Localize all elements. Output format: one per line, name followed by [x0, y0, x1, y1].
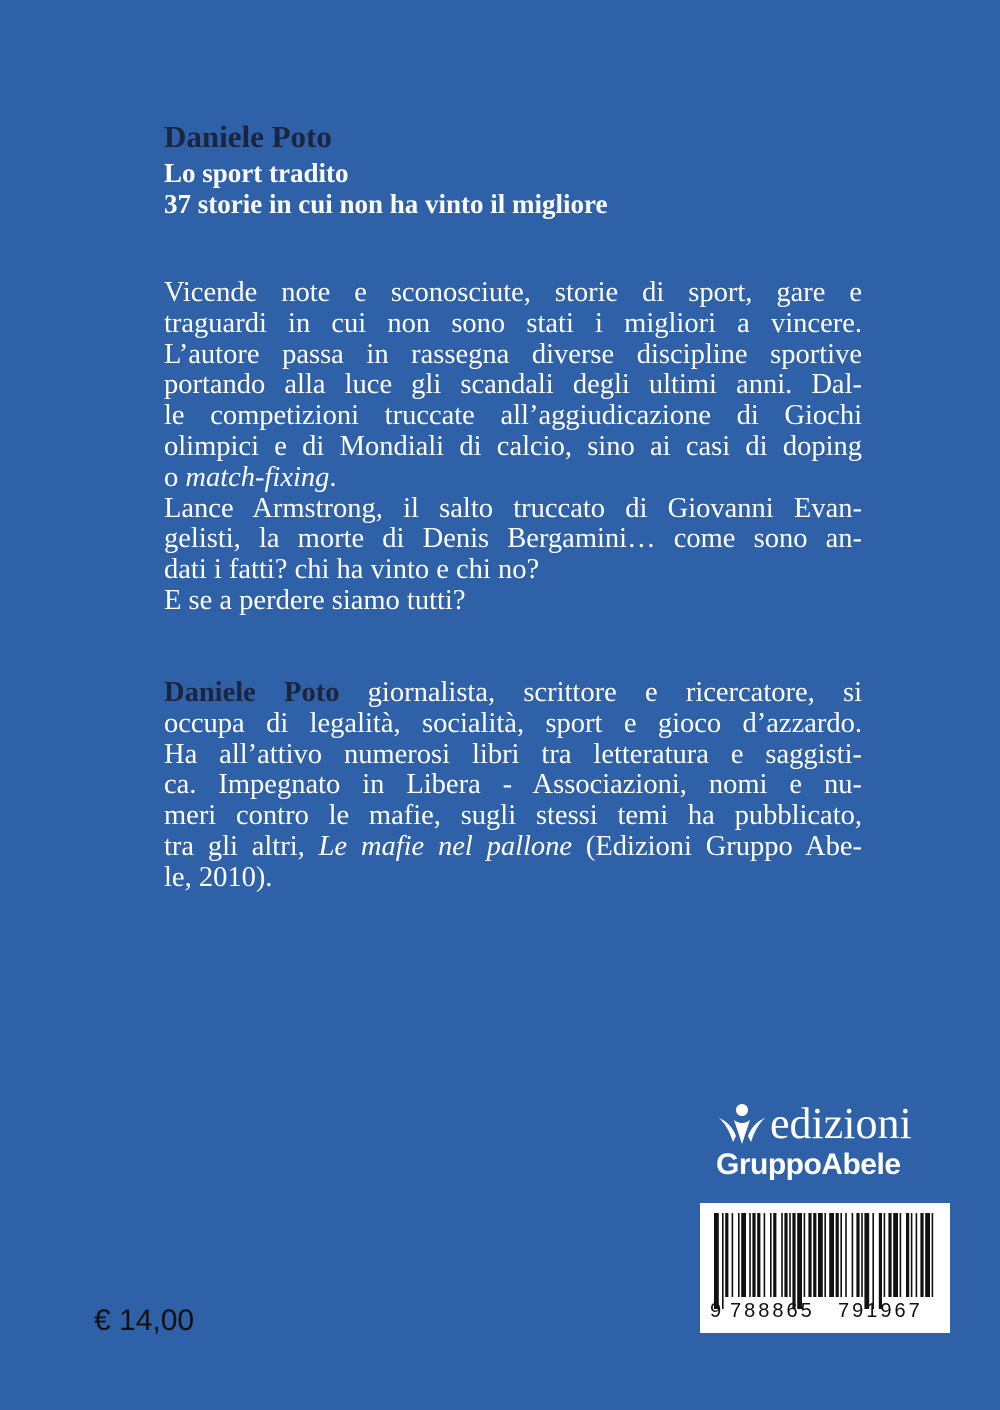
barcode-bar [752, 1213, 755, 1297]
barcode-bar [749, 1213, 751, 1297]
barcode-bar [738, 1213, 740, 1297]
barcode-bar [824, 1213, 826, 1297]
barcode-bar [884, 1213, 886, 1297]
barcode-bar [888, 1213, 891, 1297]
barcode-bar [789, 1213, 791, 1297]
synopsis-line: E se a perdere siamo tutti? [164, 584, 466, 616]
barcode [700, 1203, 950, 1333]
bio-line: le, 2010). [164, 861, 273, 893]
barcode-bar [911, 1213, 913, 1297]
synopsis-line: traguardi in cui non sono stati i migliori a vincere. [164, 307, 862, 339]
bio-text: (Edizioni Gruppo Abe- [572, 830, 862, 862]
barcode-bar [714, 1213, 719, 1309]
barcode-bar [797, 1213, 802, 1309]
barcode-bar [773, 1213, 776, 1297]
person-with-open-arms-icon [716, 1102, 768, 1146]
barcode-bar [893, 1213, 898, 1297]
synopsis-line: Lance Armstrong, il salto truccato di Giovanni Evan- [164, 492, 862, 524]
barcode-bar [864, 1213, 869, 1309]
barcode-first-digit: 9 [710, 1300, 722, 1322]
barcode-bar [879, 1213, 882, 1309]
logo-name: GruppoAbele [716, 1148, 901, 1181]
synopsis-line: Vicende note e sconosciute, storie di sport, gare e [164, 277, 862, 308]
barcode-bar [829, 1213, 834, 1297]
italic-term: match-fixing [185, 461, 330, 493]
synopsis-line: gelisti, la morte di Denis Bergamini… come sono an- [164, 523, 862, 555]
bio-text: giornalista, scrittore e ricercatore, si [339, 677, 862, 708]
barcode-bar [925, 1213, 930, 1297]
book-header [164, 120, 608, 220]
barcode-bar [725, 1213, 728, 1297]
barcode-bar [916, 1213, 918, 1297]
price-label: € 14,00 [94, 1304, 195, 1337]
bio-line: Ha all’attivo numerosi libri tra letteratura e saggisti- [164, 738, 862, 770]
bio-text: tra gli altri, [164, 830, 319, 862]
barcode-bar [808, 1213, 811, 1297]
barcode-bar [932, 1213, 934, 1297]
barcode-bars [712, 1213, 938, 1311]
barcode-bar [840, 1213, 842, 1297]
barcode-bar [813, 1213, 816, 1297]
book-subtitle: 37 storie in cui non ha vinto il migliore [164, 189, 608, 219]
bio-line: meri contro le mafie, sugli stessi temi ha pubblicato, [164, 800, 862, 832]
synopsis-line: dati i fatti? chi ha vinto e chi no? [164, 554, 540, 586]
synopsis-line [164, 463, 862, 494]
publisher-logo [716, 1096, 936, 1182]
barcode-bar [770, 1213, 772, 1297]
barcode-bar [764, 1213, 766, 1297]
barcode-bar [856, 1213, 859, 1297]
barcode-bar [781, 1213, 783, 1297]
synopsis-line: portando alla luce gli scandali degli ultimi anni. Dal- [164, 369, 862, 401]
barcode-bar [732, 1213, 734, 1297]
synopsis-line: olimpici e di Mondiali di calcio, sino ai casi di doping [164, 430, 862, 462]
barcode-bar [872, 1213, 874, 1309]
barcode-bar [861, 1213, 863, 1297]
synopsis-text: o [164, 461, 186, 493]
barcode-bar [804, 1213, 806, 1297]
bio-line [164, 832, 862, 863]
barcode-bar [852, 1213, 854, 1297]
bio-line [164, 678, 862, 709]
logo-word: edizioni [770, 1099, 912, 1148]
barcode-bar [920, 1213, 923, 1297]
bio-line: ca. Impegnato in Libera - Associazioni, nomi e nu- [164, 769, 862, 801]
barcode-bar [845, 1213, 847, 1297]
synopsis-line: le competizioni truccate all’aggiudicazione di Giochi [164, 400, 862, 432]
synopsis-line: L’autore passa in rassegna diverse discipline sportive [164, 338, 862, 370]
synopsis [164, 278, 862, 617]
bio-author-name: Daniele Poto [164, 677, 340, 708]
barcode-bar [784, 1213, 787, 1297]
barcode-bar [757, 1213, 760, 1297]
barcode-bar [818, 1213, 823, 1297]
author-name: Daniele Poto [164, 119, 332, 154]
italic-book-title: Le mafie nel pallone [318, 830, 573, 862]
book-title: Lo sport tradito [164, 158, 349, 188]
barcode-left-group: 788865 [730, 1300, 815, 1322]
author-bio [164, 678, 862, 894]
barcode-bar [792, 1213, 795, 1309]
bio-line: occupa di legalità, socialità, sport e gioco d’azzardo. [164, 707, 862, 739]
barcode-right-group: 791967 [838, 1300, 923, 1322]
barcode-bar [722, 1213, 724, 1309]
barcode-bar [741, 1213, 746, 1297]
barcode-bar [900, 1213, 902, 1297]
barcode-bar [906, 1213, 909, 1297]
barcode-bar [836, 1213, 839, 1297]
synopsis-text: . [329, 461, 337, 493]
